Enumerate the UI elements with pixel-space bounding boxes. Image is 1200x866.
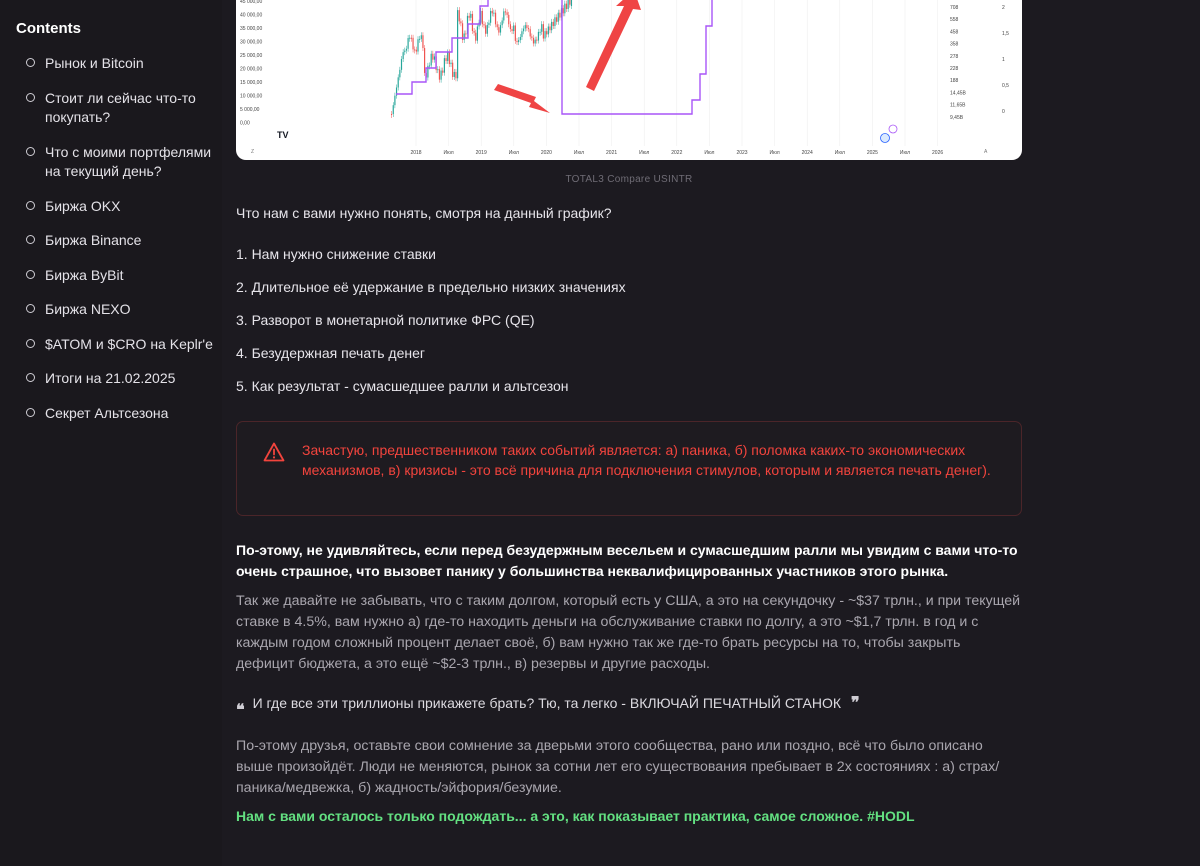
blockquote [236, 693, 1022, 712]
y-right-axis [1002, 5, 1009, 115]
candle [498, 27, 499, 32]
toc-item[interactable] [26, 231, 216, 251]
chart-svg [236, 0, 1022, 160]
y-tick-label: 11,65B [950, 102, 966, 109]
y-tick-label: 188 [950, 78, 959, 85]
circle-bullet-icon [26, 58, 35, 67]
toc-item-label: Итоги на 21.02.2025 [45, 370, 176, 386]
candle [541, 24, 542, 32]
candle [432, 54, 433, 60]
candle [549, 27, 550, 31]
x-tick-label: 2018 [410, 150, 422, 156]
x-axis [410, 150, 943, 156]
candle [422, 35, 423, 48]
toc-item-label: Биржа ByBit [45, 266, 124, 283]
x-tick-label: Июл [834, 150, 845, 156]
candle [441, 71, 442, 80]
toc-item[interactable] [26, 89, 216, 128]
candle [516, 41, 517, 42]
y-tick-label: 35 000,00 [240, 26, 263, 32]
list-item: 4. Безудержная печать денег [236, 345, 425, 361]
corner-label-right: A [984, 149, 988, 155]
candle [469, 16, 470, 18]
candle [490, 11, 491, 23]
x-tick-label: 2019 [475, 150, 487, 156]
candle [493, 13, 494, 14]
toc-item-label: Биржа NEXO [45, 301, 131, 317]
candle [416, 50, 417, 52]
candle [559, 13, 560, 18]
y-tick-label: 1 [1002, 57, 1005, 63]
candle [543, 24, 544, 38]
x-tick-label: 2024 [801, 150, 813, 156]
price-candles [391, 0, 572, 118]
candle [520, 37, 521, 40]
y-tick-label: 228 [950, 66, 959, 72]
arrow-up [586, 0, 641, 91]
candle [538, 32, 539, 41]
candle [492, 11, 493, 13]
y-tick-label: 0,00 [240, 120, 250, 127]
y-tick-label: 558 [950, 17, 959, 24]
candle [449, 52, 450, 64]
candle [568, 0, 569, 9]
y-tick-label: 25 000,00 [240, 53, 263, 59]
candle [503, 11, 504, 20]
y-tick-label: 2 [1002, 5, 1005, 11]
x-tick-label: Июл [573, 150, 585, 156]
candle [408, 38, 409, 49]
candle [417, 39, 418, 51]
circle-bullet-icon [26, 339, 35, 348]
candle [511, 29, 512, 31]
candle [442, 71, 443, 73]
candle [474, 31, 475, 33]
candle [544, 31, 545, 38]
candle [414, 49, 415, 50]
candle [409, 38, 410, 39]
toc-item[interactable] [26, 335, 216, 355]
x-tick-label: 2021 [606, 150, 618, 156]
y-tick-label: 14,45B [950, 90, 966, 97]
candle [475, 33, 476, 41]
y-left-axis [240, 0, 262, 127]
candle [518, 40, 519, 42]
toc-item[interactable] [26, 300, 216, 320]
toc-item[interactable] [26, 369, 216, 389]
corner-label-left: Z [251, 149, 255, 155]
x-tick-label: Июл [443, 150, 454, 156]
question-text: Что нам с вами нужно понять, смотря на данный график? [236, 205, 612, 221]
toc-item-label: Стоит ли сейчас что-то покупать? [45, 89, 196, 125]
article [236, 0, 1022, 866]
x-tick-label: 2022 [671, 150, 683, 156]
y-tick-label: 0,5 [1002, 83, 1009, 89]
candle [398, 77, 399, 87]
x-tick-label: 2020 [540, 150, 552, 156]
candle [487, 25, 488, 34]
candle [421, 35, 422, 39]
y-tick-label: 9,45B [950, 114, 964, 121]
candle [434, 56, 435, 59]
candle [495, 13, 496, 25]
warning-text: Зачастую, предшественником таких событий является: а) паника, б) поломка каких-то экономических механизмов, в) кризисы - это всё причина для подключения стимулов, которым и является печать денег). [302, 442, 991, 478]
rate-line [396, 0, 736, 114]
paragraph: По-этому друзья, оставьте свои сомнение за дверьми этого сообщества, рано или поздно, всё что было описано выше произойдёт. Люди не меняются, рынок за сотни лет его существования пребывает в 2х состояниях : а) страх/паника/медвежка, б) жадность/эйфория/безумие. [236, 738, 1000, 796]
candle [429, 65, 430, 66]
candle [457, 10, 458, 78]
candle [483, 24, 484, 25]
quote-open-icon: ❞ [236, 693, 245, 712]
y-tick-label: 30 000,00 [240, 39, 263, 46]
candle [391, 114, 392, 115]
candle [437, 69, 438, 70]
y-tick-label: 358 [950, 41, 959, 48]
toc-item-label: Что с моими портфелями на текущий день? [45, 143, 212, 179]
y-tick-label: 0 [1002, 109, 1005, 115]
x-tick-label: 2026 [932, 150, 944, 156]
list-item: 1. Нам нужно снижение ставки [236, 246, 436, 262]
toc-item[interactable] [26, 266, 216, 286]
y-mid-axis [950, 5, 967, 121]
candle [431, 54, 432, 66]
candle [401, 59, 402, 70]
candle [525, 25, 526, 28]
warning-callout [236, 421, 1022, 516]
toc-item[interactable] [26, 54, 216, 74]
candle [507, 12, 508, 15]
candle [528, 28, 529, 29]
toc-item-label: Биржа Binance [45, 232, 142, 248]
circle-bullet-icon [26, 235, 35, 244]
circle-bullet-icon [26, 201, 35, 210]
candle [447, 52, 448, 61]
list-item: 5. Как результат - сумасшедшее ралли и альтсезон [236, 378, 569, 394]
circle-bullet-icon [26, 304, 35, 313]
quote-text: И где все эти триллионы прикажете брать? Тю, та легко - ВКЛЮЧАЙ ПЕЧАТНЫЙ СТАНОК [252, 695, 842, 711]
event-marker-icon [889, 125, 897, 133]
candle [569, 0, 570, 5]
candle [393, 105, 394, 114]
y-tick-label: 5 000,00 [240, 107, 260, 113]
toc-item-label: Биржа OKX [45, 197, 121, 214]
x-tick-label: Июл [639, 150, 650, 156]
candle [394, 96, 395, 105]
chart-image[interactable] [236, 0, 1022, 160]
candle [500, 25, 501, 32]
x-tick-label: Июл [899, 150, 911, 156]
candle [450, 63, 451, 64]
candle [412, 38, 413, 50]
candle [515, 25, 516, 40]
toc-item-label: Рынок и Bitcoin [45, 55, 144, 71]
candle [465, 33, 466, 34]
circle-bullet-icon [26, 147, 35, 156]
list-item: 3. Разворот в монетарной политике ФРС (QE) [236, 312, 535, 328]
candle [531, 36, 532, 37]
candle [459, 10, 460, 21]
candle [404, 51, 405, 53]
candle [497, 24, 498, 27]
table-of-contents [0, 0, 222, 866]
candle [558, 13, 559, 22]
tradingview-logo: TV [277, 130, 289, 140]
candle [464, 33, 465, 40]
candle [526, 25, 527, 28]
chart-caption: TOTAL3 Compare USINTR [565, 174, 693, 185]
y-tick-label: 45 000,00 [240, 0, 263, 5]
arrow-annotation [494, 0, 641, 113]
toc-item-label: Секрет Альтсезона [45, 404, 169, 421]
flag-marker-icon [881, 134, 890, 143]
candle [406, 49, 407, 51]
y-tick-label: 10 000,00 [240, 93, 263, 100]
bold-paragraph: По-этому, не удивляйтесь, если перед безудержным весельем и сумасшедшим ралли мы увидим с вами что-то очень страшное, что вызовет панику у большинства неквалифицированных участников этого рынка. [236, 542, 1018, 579]
candle [521, 31, 522, 37]
paragraph: Так же давайте не забывать, что с таким долгом, который есть у США, а это на секундочку - ~$37 трлн., и при текущей ставке в 4.5%, вам нужно а) где-то находить деньги на обслуживание ставки по долгу, а это ~$1,7 трлн. в год и с каждым годом сложный процент делает своё, б) вам нужно так же где-то брать ресурсы на то, чтобы закрыть дефицит бюджета, а это ещё ~$2-3 трлн., в) резервы и другие расходы. [236, 593, 1021, 672]
x-tick-label: Июл [769, 150, 780, 156]
candle [540, 32, 541, 33]
candle [445, 58, 446, 61]
candle [553, 22, 554, 26]
x-tick-label: 2023 [736, 150, 748, 156]
candle [536, 40, 537, 41]
candle [530, 29, 531, 36]
candle [470, 14, 471, 18]
candle [411, 38, 412, 39]
warning-triangle-icon [263, 442, 285, 462]
candle [571, 0, 572, 6]
candle [419, 39, 420, 40]
candle [482, 11, 483, 24]
candle [399, 70, 400, 78]
circle-bullet-icon [26, 93, 35, 102]
toc-list [26, 54, 216, 438]
x-tick-label: Июл [704, 150, 715, 156]
candle [424, 48, 425, 73]
candle [444, 58, 445, 73]
candle [551, 22, 552, 30]
candle [403, 52, 404, 59]
toc-title: Contents [16, 20, 81, 37]
y-tick-label: 40 000,00 [240, 12, 263, 19]
candle [566, 4, 567, 9]
candle [556, 17, 557, 22]
candle [546, 31, 547, 34]
quote-close-icon: ❞ [851, 693, 860, 712]
candle [548, 27, 549, 35]
candle [554, 17, 555, 26]
x-tick-label: 2025 [866, 150, 878, 156]
candle [460, 21, 461, 23]
toc-item[interactable] [26, 143, 216, 182]
toc-item[interactable] [26, 404, 216, 424]
candle [488, 23, 489, 25]
circle-bullet-icon [26, 270, 35, 279]
candle [563, 8, 564, 13]
candle [564, 4, 565, 14]
y-tick-label: 15 000,00 [240, 80, 263, 86]
candle [513, 25, 514, 31]
y-tick-label: 1,5 [1002, 31, 1009, 37]
candle [452, 63, 453, 77]
candle [505, 11, 506, 12]
candle [533, 38, 534, 44]
candle [455, 72, 456, 78]
toc-item-label: $ATOM и $CRO на Keplr'e [45, 335, 213, 352]
candle [502, 20, 503, 25]
candle [535, 40, 536, 44]
list-item: 2. Длительное её удержание в предельно низких значениях [236, 279, 626, 295]
arrow-down [494, 84, 550, 113]
circle-bullet-icon [26, 373, 35, 382]
conclusion-text: Нам с вами осталось только подождать... а это, как показывает практика, самое сложное. #HODL [236, 808, 915, 824]
candle [454, 72, 455, 77]
candle [523, 29, 524, 32]
y-tick-label: 278 [950, 53, 959, 60]
candle [508, 15, 509, 24]
candle [439, 69, 440, 80]
chart-grid [416, 0, 938, 146]
y-tick-label: 20 000,00 [240, 66, 263, 73]
candle [510, 24, 511, 29]
y-tick-label: 458 [950, 29, 959, 36]
candle [477, 26, 478, 40]
toc-item[interactable] [26, 197, 216, 217]
y-tick-label: 708 [950, 5, 959, 11]
x-tick-label: Июл [508, 150, 519, 156]
candle [485, 25, 486, 33]
candle [472, 14, 473, 31]
circle-bullet-icon [26, 408, 35, 417]
